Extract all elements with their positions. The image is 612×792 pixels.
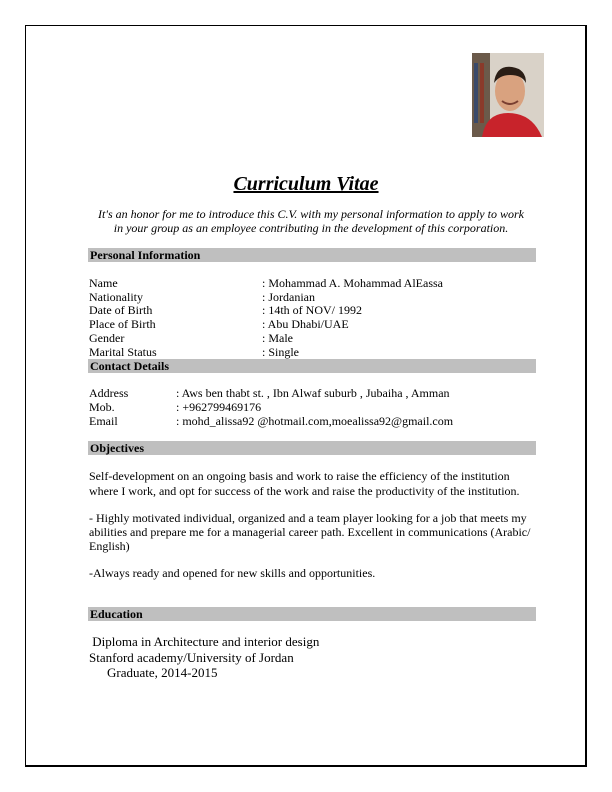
intro-line: in your group as an employee contributing in the development of this corporation.: [113, 221, 509, 235]
objective-line: Self-development on an ongoing basis and work to raise the efficiency of the institution: [89, 469, 510, 483]
field-label: Name: [89, 276, 118, 290]
education-line: Graduate, 2014-2015: [107, 665, 218, 680]
document-title: Curriculum Vitae: [233, 173, 379, 195]
field-value: : Mohammad A. Mohammad AlEassa: [262, 276, 443, 290]
section-header-education: Education: [88, 607, 536, 621]
intro-line: It's an honor for me to introduce this C.V. with my personal information to apply to work: [98, 207, 524, 221]
field-label: Mob.: [89, 400, 115, 414]
field-value: : 14th of NOV/ 1992: [262, 303, 362, 317]
objective-line: -Always ready and opened for new skills and opportunities.: [89, 566, 376, 580]
field-label: Nationality: [89, 290, 143, 304]
field-label: Place of Birth: [89, 317, 156, 331]
field-label: Email: [89, 414, 118, 428]
section-header-objectives: Objectives: [88, 441, 536, 455]
objective-line: English): [89, 539, 130, 553]
field-value: : mohd_alissa92 @hotmail.com,moealissa92@gmail.com: [176, 414, 454, 428]
field-value: : Abu Dhabi/UAE: [262, 317, 349, 331]
field-label: Gender: [89, 331, 125, 345]
profile-photo: [472, 53, 544, 137]
objective-line: abilities and prepare me for a managerial career path. Excellent in communications (Arabic/: [89, 525, 531, 539]
education-line: Diploma in Architecture and interior design: [89, 634, 320, 649]
field-value: : Single: [262, 345, 300, 359]
field-label: Address: [89, 386, 129, 400]
field-label: Date of Birth: [89, 303, 153, 317]
objective-line: where I work, and opt for success of the work and raise the productivity of the institution.: [89, 484, 520, 498]
field-value: : Jordanian: [262, 290, 315, 304]
objective-line: - Highly motivated individual, organized and a team player looking for a job that meets my: [89, 511, 527, 525]
section-header-personal: Personal Information: [88, 248, 536, 262]
field-label: Marital Status: [89, 345, 157, 359]
section-header-contact: Contact Details: [88, 359, 536, 373]
education-line: Stanford academy/University of Jordan: [89, 650, 294, 665]
field-value: : Male: [262, 331, 293, 345]
field-value: : Aws ben thabt st. , Ibn Alwaf suburb , Jubaiha , Amman: [176, 386, 450, 400]
field-value: : +962799469176: [176, 400, 262, 414]
